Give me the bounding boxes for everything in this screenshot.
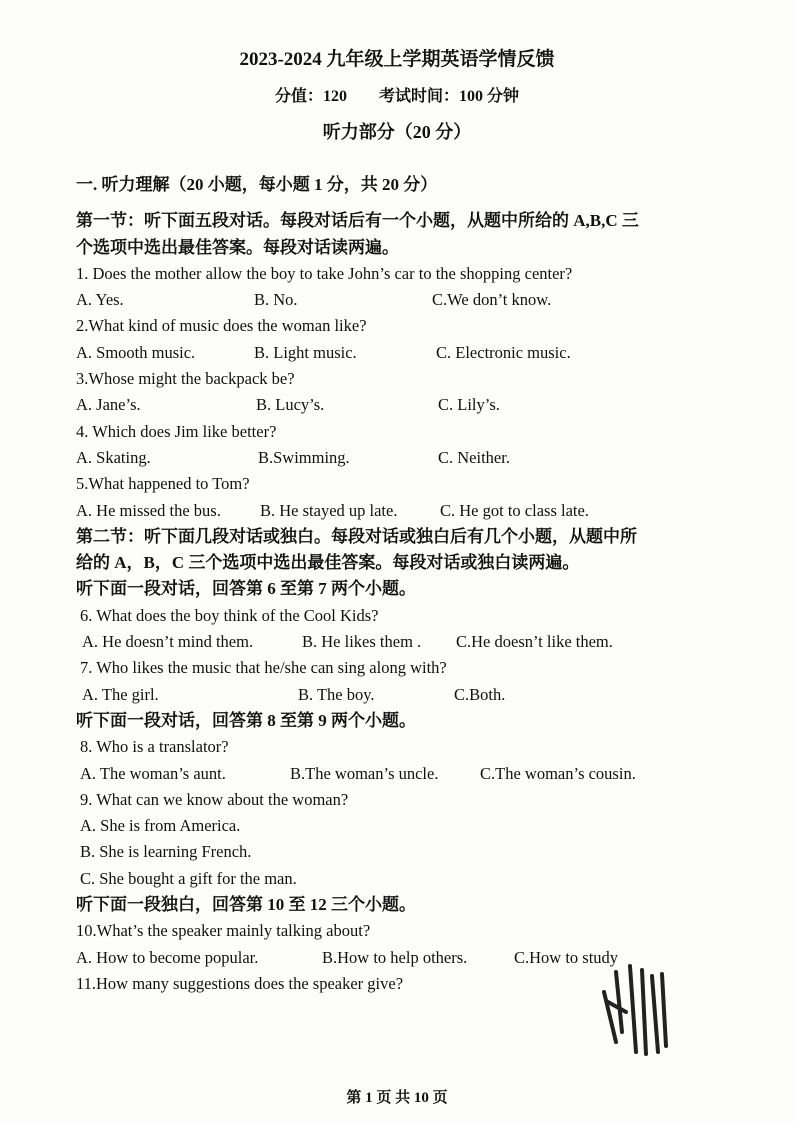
options-3 [76,392,726,418]
question-1: 1. Does the mother allow the boy to take John’s car to the shopping center? [76,263,573,283]
option-a: A. How to become popular. [76,947,259,967]
pen-scribble-mark [596,962,676,1062]
option-a: A. Skating. [76,447,151,467]
group-instruction: 听下面一段对话，回答第 8 至第 9 两个小题。 [76,710,416,730]
option-c: C. He got to class late. [440,500,589,520]
option-b: B. He stayed up late. [260,500,398,520]
instruction-line: 个选项中选出最佳答案。每段对话读两遍。 [76,237,399,257]
option-c: C. Neither. [438,447,510,467]
option-b: B.How to help others. [322,947,468,967]
options-5 [76,498,726,524]
question-4: 4. Which does Jim like better? [76,421,277,441]
part-title: 听力部分（20 分） [322,122,472,142]
exam-title: 2023-2024 九年级上学期英语学情反馈 [239,49,555,70]
section-heading: 一. 听力理解（20 小题，每小题 1 分，共 20 分） [76,175,438,194]
option-c: C.He doesn’t like them. [456,632,613,652]
option-b: B. She is learning French. [80,842,252,862]
options-4 [76,445,726,471]
options-7 [76,682,726,708]
options-8 [76,761,726,787]
option-c: C. She bought a gift for the man. [80,868,297,888]
question-7: 7. Who likes the music that he/she can sing along with? [80,658,447,678]
option-b: B. He likes them . [302,632,422,652]
option-c: C.How to study [514,947,619,967]
option-a: A. Smooth music. [76,342,196,362]
instruction-line: 第一节：听下面五段对话。每段对话后有一个小题，从题中所给的 A,B,C 三 [76,211,639,231]
group-instruction: 听下面一段对话，回答第 6 至第 7 两个小题。 [76,579,416,599]
question-5: 5.What happened to Tom? [76,474,250,494]
options-2 [76,340,726,366]
options-1 [76,287,726,313]
option-b: B. Light music. [254,342,357,362]
option-a: A. She is from America. [80,816,241,836]
question-3: 3.Whose might the backpack be? [76,369,295,389]
option-a: A. The girl. [82,684,159,704]
option-b: B. No. [254,290,298,310]
option-c: C. Lily’s. [438,395,500,415]
option-b: B. Lucy’s. [256,395,325,415]
option-a: A. He missed the bus. [76,500,221,520]
option-a: A. Jane’s. [76,395,141,415]
question-11: 11.How many suggestions does the speaker give? [76,973,404,993]
instruction-line: 给的 A，B，C 三个选项中选出最佳答案。每段对话或独白读两遍。 [76,553,580,573]
question-6: 6. What does the boy think of the Cool Kids? [80,605,379,625]
option-b: B.Swimming. [258,447,350,467]
option-b: B.The woman’s uncle. [290,763,439,783]
option-a: A. Yes. [76,290,124,310]
question-2: 2.What kind of music does the woman like? [76,316,367,336]
question-8: 8. Who is a translator? [80,737,229,757]
option-a: A. The woman’s aunt. [80,763,226,783]
page-number: 第 1 页 共 10 页 [346,1090,448,1106]
group-instruction: 听下面一段独白，回答第 10 至 12 三个小题。 [76,895,416,915]
option-c: C.The woman’s cousin. [480,763,636,783]
option-c: C. Electronic music. [436,342,571,362]
question-9: 9. What can we know about the woman? [80,789,349,809]
option-c: C.Both. [454,684,506,704]
instruction-line: 第二节：听下面几段对话或独白。每段对话或独白后有几个小题，从题中所 [76,526,637,546]
option-c: C.We don’t know. [432,290,552,310]
option-a: A. He doesn’t mind them. [82,632,254,652]
option-b: B. The boy. [298,684,375,704]
question-10: 10.What’s the speaker mainly talking about? [76,921,371,941]
score-info: 分值：120 考试时间：100 分钟 [274,88,519,105]
questions [76,172,726,997]
options-6 [76,629,726,655]
